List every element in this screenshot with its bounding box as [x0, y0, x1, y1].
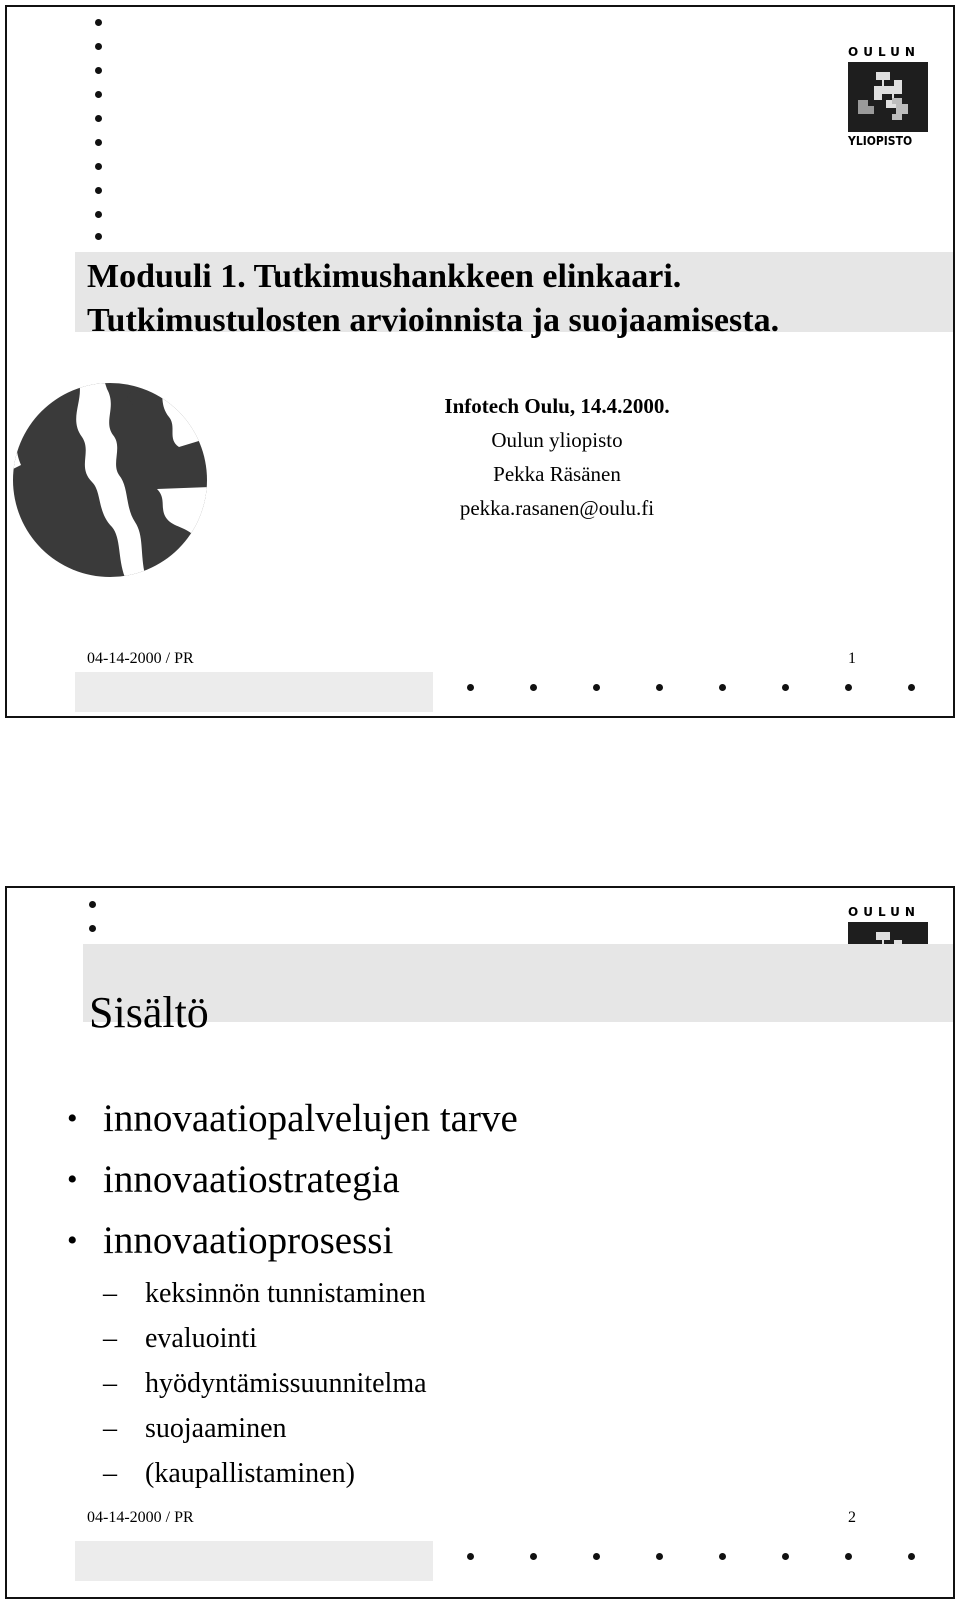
footer-date: 04-14-2000 / PR — [87, 1509, 194, 1526]
sub-list-item: – evaluointi — [67, 1316, 518, 1361]
decor-dot — [95, 67, 102, 74]
decor-dot — [530, 1553, 537, 1560]
logo-bottom-text: YLIOPISTO — [848, 134, 913, 148]
list-item: • innovaatiopalvelujen tarve — [67, 1088, 518, 1149]
event-text: Infotech Oulu, 14.4.2000. — [444, 394, 670, 418]
decor-dot — [530, 684, 537, 691]
decor-dot — [95, 139, 102, 146]
slide-1-title — [87, 255, 779, 343]
author-text: Pekka Räsänen — [493, 462, 621, 486]
decor-dot — [467, 684, 474, 691]
footer-band — [75, 672, 433, 712]
email-link[interactable]: pekka.rasanen@oulu.fi — [459, 496, 655, 520]
decor-dot — [782, 684, 789, 691]
title-band — [83, 944, 955, 1022]
decor-dot — [845, 1553, 852, 1560]
decor-dot — [593, 684, 600, 691]
decor-dot — [719, 1553, 726, 1560]
sub-list-item: – (kaupallistaminen) — [67, 1451, 518, 1496]
decor-dot — [845, 684, 852, 691]
logo-top-text: OULUN — [848, 905, 920, 919]
logo-mark — [848, 62, 928, 132]
logo-top-text: OULUN — [848, 45, 920, 59]
decor-dot — [782, 1553, 789, 1560]
university-logo-icon — [848, 46, 930, 150]
page-number: 2 — [848, 1509, 856, 1526]
decor-dot — [95, 163, 102, 170]
organization-text: Oulun yliopisto — [491, 428, 623, 452]
decor-dot — [95, 91, 102, 98]
decor-dot — [89, 925, 96, 932]
presentation-info — [7, 389, 955, 525]
decor-dot — [593, 1553, 600, 1560]
decor-dot — [95, 19, 102, 26]
decor-dot — [908, 1553, 915, 1560]
sub-list-item: – suojaaminen — [67, 1406, 518, 1451]
footer-date: 04-14-2000 / PR — [87, 650, 194, 667]
decor-dot — [95, 187, 102, 194]
sub-list-item: – keksinnön tunnistaminen — [67, 1271, 518, 1316]
sub-list-item: – hyödyntämissuunnitelma — [67, 1361, 518, 1406]
title-line-1: Moduuli 1. Tutkimushankkeen elinkaari. — [87, 258, 682, 295]
decor-dot — [467, 1553, 474, 1560]
list-item: • innovaatioprosessi — [67, 1210, 518, 1271]
decor-dot — [908, 684, 915, 691]
slide-1 — [5, 5, 955, 718]
decor-dot — [95, 211, 102, 218]
content-list — [67, 1088, 518, 1496]
footer-band — [75, 1541, 433, 1581]
decor-dot — [656, 684, 663, 691]
decor-dot — [719, 684, 726, 691]
page-number: 1 — [848, 650, 856, 667]
slide-2-title: Sisältö — [89, 988, 209, 1037]
decor-dot — [95, 115, 102, 122]
decor-dot — [656, 1553, 663, 1560]
slide-2 — [5, 886, 955, 1599]
decor-dot — [95, 233, 102, 240]
title-line-2: Tutkimustulosten arvioinnista ja suojaamisesta. — [87, 302, 780, 339]
list-item: • innovaatiostrategia — [67, 1149, 518, 1210]
decor-dot — [89, 901, 96, 908]
decor-dot — [95, 43, 102, 50]
